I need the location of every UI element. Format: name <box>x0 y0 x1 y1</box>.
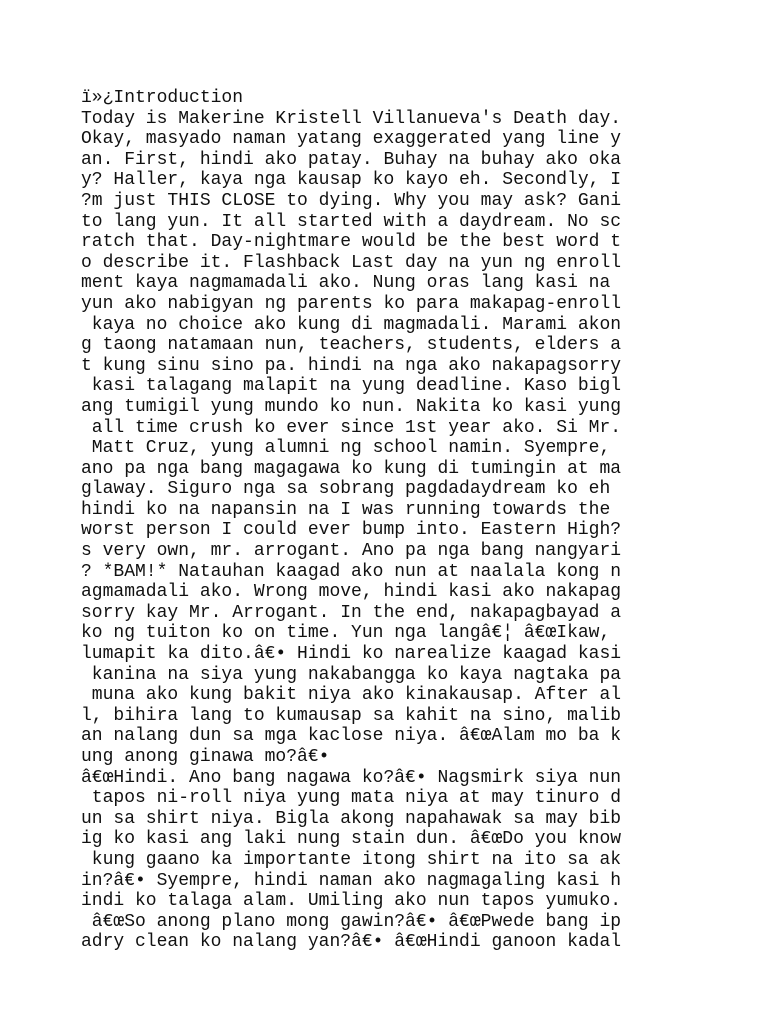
text-line: in?â€• Syempre, hindi naman ako nagmagaling kasi h <box>81 870 622 891</box>
text-line: ? *BAM!* Natauhan kaagad ako nun at naalala kong n <box>81 561 622 582</box>
text-line: ang tumigil yung mundo ko nun. Nakita ko kasi yung <box>81 396 622 417</box>
text-line: kanina na siya yung nakabangga ko kaya nagtaka pa <box>81 664 622 685</box>
text-line: s very own, mr. arrogant. Ano pa nga bang nangyari <box>81 541 622 562</box>
text-line: ung anong ginawa mo?â€• <box>81 747 330 767</box>
text-line: an nalang dun sa mga kaclose niya. â€œAlam mo ba k <box>81 726 622 747</box>
text-line: muna ako kung bakit niya ako kinakausap. After al <box>81 685 622 706</box>
text-line: un sa shirt niya. Bigla akong napahawak sa may bib <box>81 808 622 829</box>
document-body <box>81 88 761 953</box>
text-line: glaway. Siguro nga sa sobrang pagdadaydream ko eh <box>81 479 611 500</box>
text-line: ano pa nga bang magagawa ko kung di tumingin at ma <box>81 458 622 479</box>
text-line: â€œHindi. Ano bang nagawa ko?â€• Nagsmirk siya nun <box>81 767 622 788</box>
text-line: o describe it. Flashback Last day na yun ng enroll <box>81 252 622 273</box>
text-line: t kung sinu sino pa. hindi na nga ako nakapagsorry <box>81 355 622 376</box>
text-line: ratch that. Day-nightmare would be the best word t <box>81 232 622 253</box>
text-line: all time crush ko ever since 1st year ako. Si Mr. <box>81 417 622 438</box>
text-line: Today is Makerine Kristell Villanueva's Death day. <box>81 108 622 129</box>
text-line: ko ng tuiton ko on time. Yun nga langâ€¦ â€œIkaw, <box>81 623 611 644</box>
text-line: yun ako nabigyan ng parents ko para makapag-enroll <box>81 293 622 314</box>
text-line: â€œSo anong plano mong gawin?â€• â€œPwede bang ip <box>81 911 622 932</box>
text-line: an. First, hindi ako patay. Buhay na buhay ako oka <box>81 149 622 170</box>
text-line: kasi talagang malapit na yung deadline. Kaso bigl <box>81 376 622 397</box>
text-line: ment kaya nagmamadali ako. Nung oras lang kasi na <box>81 273 611 294</box>
text-line: kaya no choice ako kung di magmadali. Marami akon <box>81 314 622 335</box>
text-line: y? Haller, kaya nga kausap ko kayo eh. Secondly, I <box>81 170 622 191</box>
text-line: l, bihira lang to kumausap sa kahit na sino, malib <box>81 705 622 726</box>
text-line: indi ko talaga alam. Umiling ako nun tapos yumuko. <box>81 891 622 912</box>
text-line: ï»¿Introduction <box>81 88 244 108</box>
text-line: sorry kay Mr. Arrogant. In the end, nakapagbayad a <box>81 602 622 623</box>
text-line: kung gaano ka importante itong shirt na ito sa ak <box>81 849 622 870</box>
text-line: lumapit ka dito.â€• Hindi ko narealize kaagad kasi <box>81 644 622 665</box>
text-line: ?m just THIS CLOSE to dying. Why you may ask? Gani <box>81 190 622 211</box>
text-line: tapos ni-roll niya yung mata niya at may tinuro d <box>81 788 622 809</box>
text-line: Okay, masyado naman yatang exaggerated yang line y <box>81 129 622 150</box>
text-line: to lang yun. It all started with a daydream. No sc <box>81 211 622 232</box>
text-line: worst person I could ever bump into. Eastern High? <box>81 520 622 541</box>
text-line: adry clean ko nalang yan?â€• â€œHindi ganoon kadal <box>81 932 622 953</box>
text-line: hindi ko na napansin na I was running towards the <box>81 499 611 520</box>
text-line: ig ko kasi ang laki nung stain dun. â€œDo you know <box>81 829 622 850</box>
text-line: agmamadali ako. Wrong move, hindi kasi ako nakapag <box>81 582 622 603</box>
text-line: Matt Cruz, yung alumni ng school namin. Syempre, <box>81 438 611 459</box>
text-line: g taong natamaan nun, teachers, students, elders a <box>81 335 622 356</box>
